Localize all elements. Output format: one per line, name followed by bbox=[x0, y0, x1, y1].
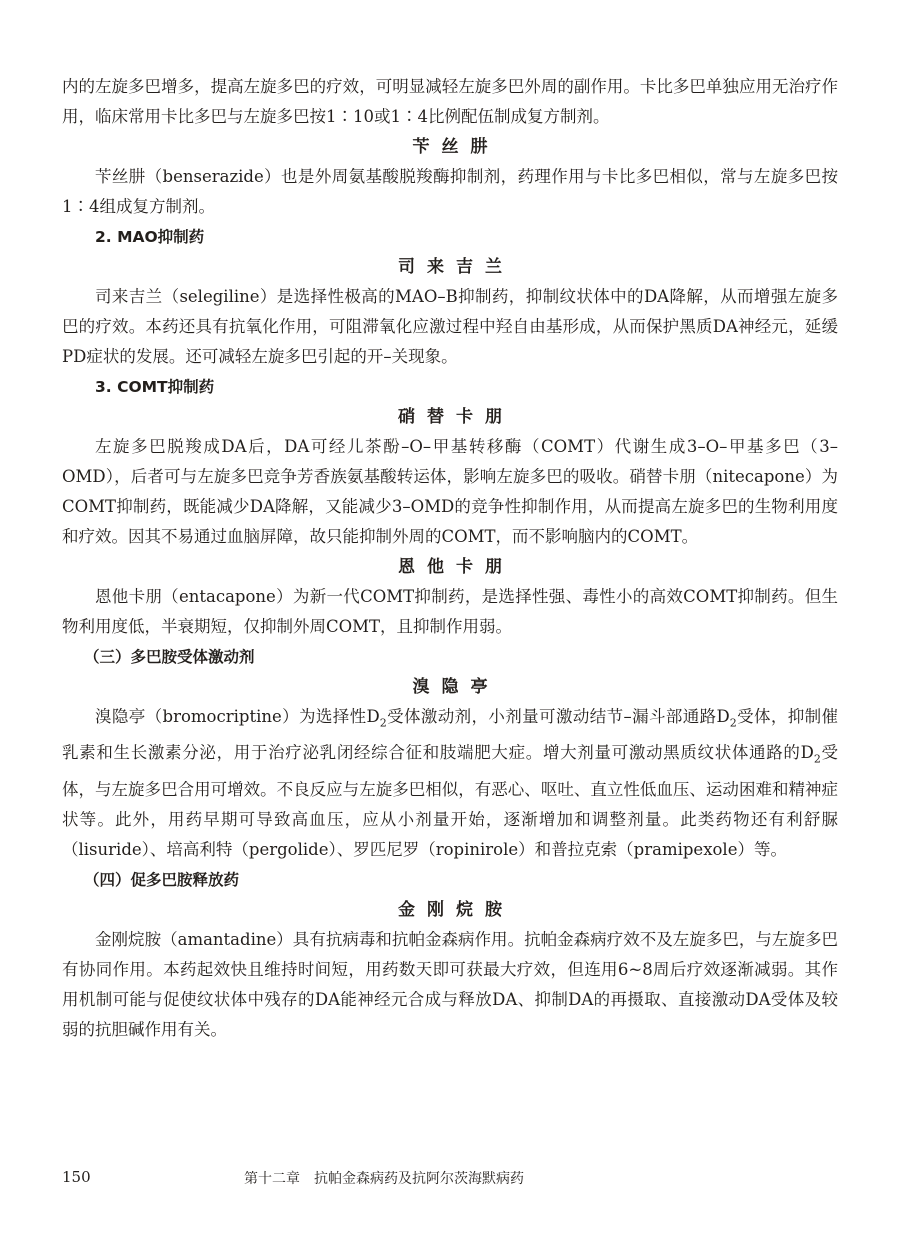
page-number: 150 bbox=[62, 1168, 91, 1186]
paragraph-entacapone: 恩他卡朋（entacapone）为新一代COMT抑制药，是选择性强、毒性小的高效COMT抑制药。但生物利用度低，半衰期短，仅抑制外周COMT，且抑制作用弱。 bbox=[62, 587, 838, 636]
subscript-2: 2 bbox=[379, 716, 387, 730]
section-heading-mao: 2. MAO抑制药 bbox=[95, 228, 205, 246]
section-heading-comt: 3. COMT抑制药 bbox=[95, 378, 215, 396]
page-footer bbox=[62, 1168, 838, 1192]
text-run: 受体，抑制催乳素和生长激素分泌，用于治疗泌乳闭经综合征和肢端肥大症。增大剂量可激动黑质纹状体通路的D bbox=[62, 707, 838, 763]
section-heading-dopamine-releasers: （四）促多巴胺释放药 bbox=[84, 870, 240, 889]
chapter-title: 第十二章 抗帕金森病药及抗阿尔茨海默病药 bbox=[244, 1171, 524, 1187]
drug-heading-amantadine: 金刚烷胺 bbox=[398, 899, 514, 920]
paragraph-bromocriptine bbox=[62, 702, 838, 865]
page-body bbox=[62, 72, 838, 1045]
section-heading-dopamine-agonists: （三）多巴胺受体激动剂 bbox=[84, 648, 255, 666]
drug-heading-entacapone: 恩他卡朋 bbox=[398, 557, 514, 577]
drug-heading-bromocriptine: 溴隐亭 bbox=[412, 677, 500, 697]
paragraph-carbidopa-end: 内的左旋多巴增多，提高左旋多巴的疗效，可明显减轻左旋多巴外周的副作用。卡比多巴单独应用无治疗作用，临床常用卡比多巴与左旋多巴按1∶10或1∶4比例配伍制成复方制剂。 bbox=[62, 77, 838, 126]
text-run: 溴隐亭（bromocriptine）为选择性D bbox=[95, 707, 380, 726]
paragraph-amantadine: 金刚烷胺（amantadine）具有抗病毒和抗帕金森病作用。抗帕金森病疗效不及左旋多巴，与左旋多巴有协同作用。本药起效快且维持时间短，用药数天即可获最大疗效，但连用6~8周后疗效逐渐减弱。其作用机制可能与促使纹状体中残存的DA能神经元合成与释放DA、抑制DA的再摄取、直接激动DA受体及较弱的抗胆碱作用有关。 bbox=[62, 929, 838, 1039]
paragraph-selegiline: 司来吉兰（selegiline）是选择性极高的MAO–B抑制药，抑制纹状体中的DA降解，从而增强左旋多巴的疗效。本药还具有抗氧化作用，可阻滞氧化应激过程中羟自由基形成，从而保护黑质DA神经元，延缓PD症状的发展。还可减轻左旋多巴引起的开–关现象。 bbox=[62, 287, 838, 366]
text-run: 受体激动剂，小剂量可激动结节–漏斗部通路D bbox=[386, 707, 730, 726]
text-run: 受体，与左旋多巴合用可增效。不良反应与左旋多巴相似，有恶心、呕吐、直立性低血压、运动困难和精神症状等。此外，用药早期可导致高血压，应从小剂量开始，逐渐增加和调整剂量。此类药物还有利舒脲（lisuride）、培高利特（pergolide）、罗匹尼罗（ropinirole）和普拉克索（pramipexole）等。 bbox=[62, 743, 839, 859]
paragraph-benserazide: 苄丝肼（benserazide）也是外周氨基酸脱羧酶抑制剂，药理作用与卡比多巴相似，常与左旋多巴按1∶4组成复方制剂。 bbox=[62, 167, 838, 216]
paragraph-nitecapone: 左旋多巴脱羧成DA后，DA可经儿茶酚–O–甲基转移酶（COMT）代谢生成3–O–甲基多巴（3–OMD），后者可与左旋多巴竞争芳香族氨基酸转运体，影响左旋多巴的吸收。硝替卡朋（nitecapone）为COMT抑制药，既能减少DA降解，又能减少3–OMD的竞争性抑制作用，从而提高左旋多巴的生物利用度和疗效。因其不易通过血脑屏障，故只能抑制外周的COMT，而不影响脑内的COMT。 bbox=[62, 437, 838, 546]
drug-heading-nitecapone: 硝替卡朋 bbox=[398, 407, 514, 427]
drug-heading-benserazide: 苄丝肼 bbox=[412, 137, 500, 157]
subscript-2: 2 bbox=[813, 752, 821, 766]
drug-heading-selegiline: 司来吉兰 bbox=[398, 257, 514, 277]
subscript-2: 2 bbox=[729, 716, 737, 730]
